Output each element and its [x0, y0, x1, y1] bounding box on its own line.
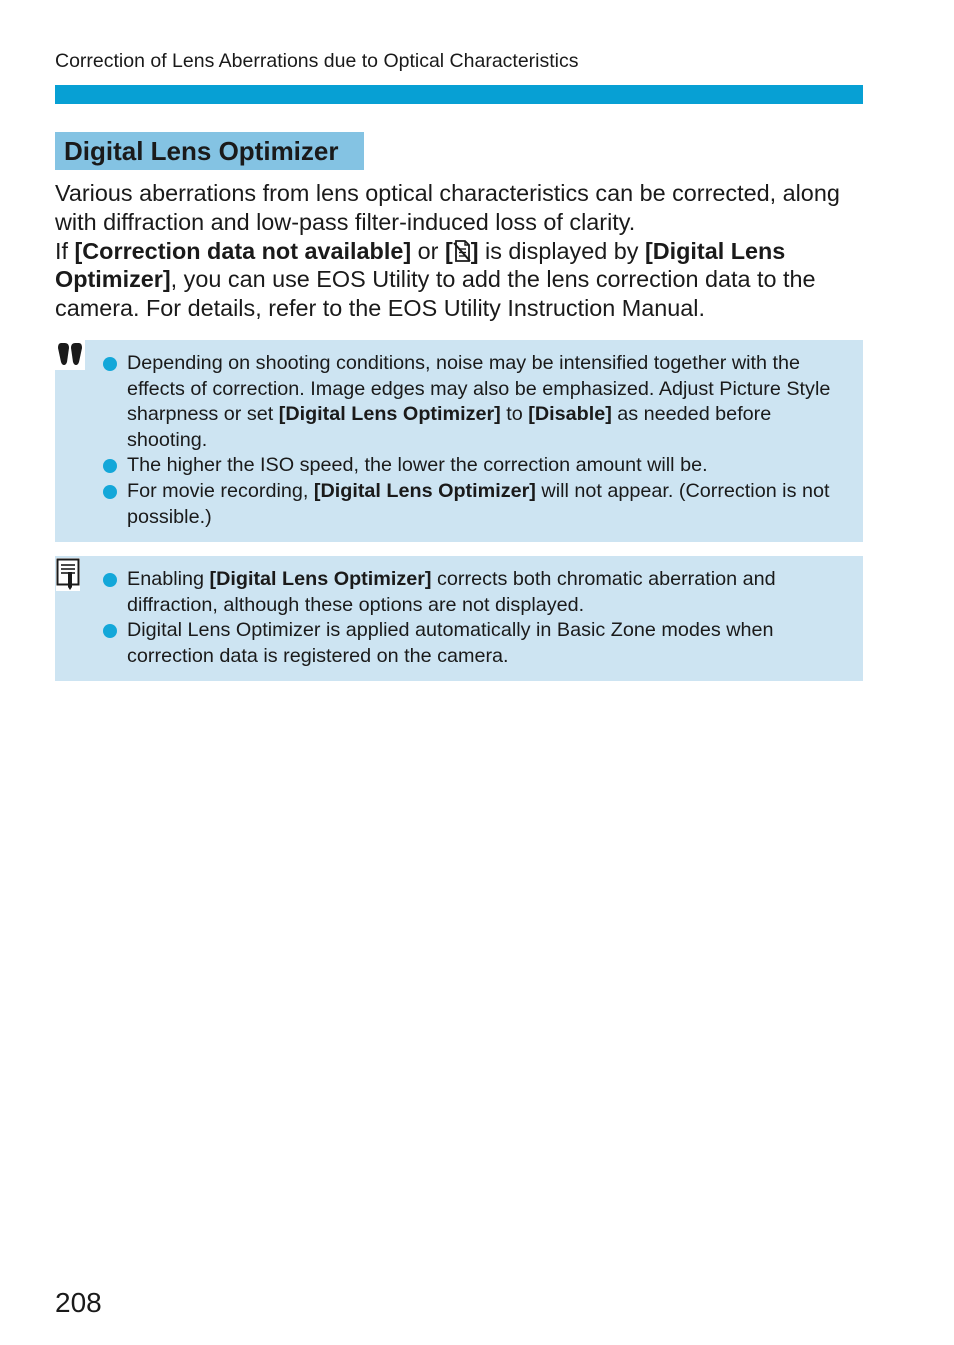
running-header: Correction of Lens Aberrations due to Optical Characteristics — [55, 50, 579, 72]
bracket-close: ] — [470, 237, 479, 264]
bracket-open: [ — [444, 237, 453, 264]
intro-text — [55, 179, 867, 323]
memo-box — [55, 556, 863, 681]
item-text: For movie recording, — [127, 479, 314, 502]
menu-reference: [Disable] — [528, 403, 612, 426]
bullet-icon — [103, 485, 117, 499]
item-text: corrects both chromatic aberration and diffraction, although these options are not displayed. — [127, 568, 776, 616]
item-text: will not appear. (Correction is not possible.) — [127, 479, 830, 528]
item-text: Digital Lens Optimizer is applied automatically in Basic Zone modes when correction data is registered on the camera. — [127, 619, 774, 667]
caution-box — [55, 340, 863, 542]
intro-paragraph-2 — [55, 237, 867, 323]
menu-reference: [Correction data not available] — [74, 237, 412, 264]
menu-reference: [Digital Lens Optimizer] — [278, 403, 501, 426]
correction-data-unavailable-icon — [453, 240, 471, 262]
list-item — [127, 453, 843, 479]
menu-reference: [Digital Lens Optimizer] — [313, 479, 536, 502]
item-text: Enabling — [127, 568, 210, 590]
bullet-icon — [103, 459, 117, 473]
caution-list — [127, 351, 843, 530]
item-text: The higher the ISO speed, the lower the correction amount will be. — [127, 454, 708, 477]
caution-icon — [55, 340, 85, 370]
intro-text-run: , you can use EOS Utility to add the lens correction data to the camera. For details, refer to the EOS Utility Instruction Manual. — [55, 266, 816, 322]
intro-paragraph-1: Various aberrations from lens optical characteristics can be corrected, along with diffraction and low-pass filter-induced loss of clarity. — [55, 180, 840, 235]
intro-text-run: If — [55, 237, 75, 264]
intro-text-run: or — [411, 237, 445, 264]
menu-reference: [Digital Lens Optimizer] — [55, 237, 786, 293]
intro-text-run: is displayed by — [478, 237, 645, 264]
memo-icon — [56, 558, 80, 591]
list-item — [127, 479, 843, 530]
item-text: to — [500, 403, 529, 426]
item-text: as needed before shooting. — [127, 403, 772, 451]
list-item — [127, 618, 843, 669]
list-item — [127, 567, 843, 618]
header-rule — [55, 85, 863, 104]
item-text: Depending on shooting conditions, noise may be intensified together with the effects of correction. Image edges may also be emphasized. Adjust Picture Style sharpness or set — [127, 352, 831, 426]
bullet-icon — [103, 357, 117, 371]
bullet-icon — [103, 624, 117, 638]
section-title: Digital Lens Optimizer — [55, 132, 364, 170]
list-item — [127, 351, 843, 453]
menu-reference: [Digital Lens Optimizer] — [209, 568, 432, 590]
page-number: 208 — [55, 1287, 102, 1318]
bullet-icon — [103, 573, 117, 587]
memo-list — [127, 567, 843, 669]
